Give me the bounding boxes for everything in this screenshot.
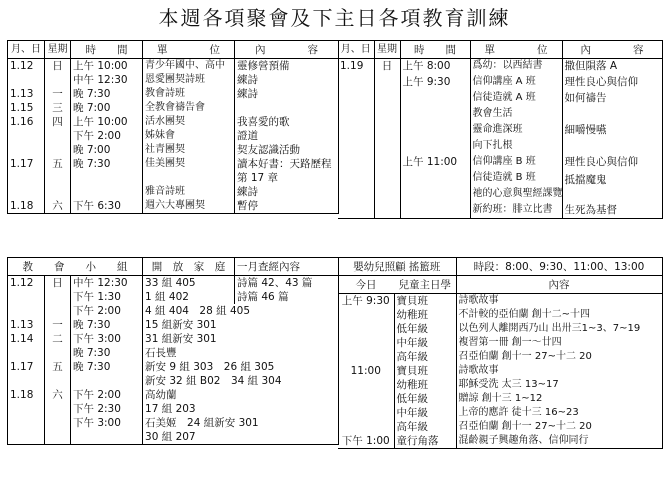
- groups-body: [8, 276, 339, 445]
- content-cell: 練詩: [235, 185, 339, 199]
- table-row: [338, 107, 662, 123]
- table-row: [8, 115, 339, 129]
- header-weekday: 星期: [45, 41, 71, 59]
- place-cell: 新安 32 組 B02 34 組 304: [143, 374, 339, 388]
- time-cell: 晚 7:00: [71, 101, 143, 115]
- table-row: [8, 59, 339, 74]
- date-cell: [338, 123, 374, 139]
- content-cell: 詩歌故事: [456, 364, 662, 378]
- table-row: [338, 123, 662, 139]
- unit-cell: 信仰講座 B 班: [470, 155, 562, 171]
- date-cell: 1.19: [340, 60, 364, 72]
- weekday-cell: [45, 143, 71, 157]
- meetings-body: [8, 59, 339, 214]
- time-cell: 下午 2:00: [71, 129, 143, 143]
- content-cell: 生死為基督: [562, 203, 662, 219]
- date-cell: [8, 402, 45, 416]
- time-cell: 上午 8:00: [400, 59, 470, 75]
- time-cell: 上午 10:00: [71, 59, 143, 74]
- time-cell: 晚 7:30: [71, 360, 143, 374]
- unit-cell: 姊妹會: [143, 129, 235, 143]
- weekday-cell: 三: [45, 101, 71, 115]
- header-content: 內 容: [235, 41, 339, 59]
- date-cell: 1.17: [8, 360, 45, 374]
- weekday-cell: [45, 185, 71, 199]
- weekday-cell: [374, 187, 400, 203]
- weekday-cell: [45, 346, 71, 360]
- weekday-cell: [45, 290, 71, 304]
- content-cell: 我喜愛的歌: [235, 115, 339, 129]
- groups-header-row: [8, 258, 339, 276]
- content-cell: [235, 101, 339, 115]
- class-cell: 寶貝班: [394, 294, 456, 309]
- date-cell: [338, 107, 374, 123]
- unit-cell: 向下扎根: [470, 139, 562, 155]
- class-cell: 幼稚班: [394, 308, 456, 322]
- place-cell: 1 組 402: [143, 290, 235, 304]
- kids-header-today: 今日: [338, 276, 394, 294]
- weekday-cell: [374, 123, 400, 139]
- table-row: [338, 139, 662, 155]
- unit-cell: 信徒造就 B 班: [470, 171, 562, 187]
- content-cell: 耶穌受洗 太三 13~17: [456, 378, 662, 392]
- time-cell: [71, 185, 143, 199]
- time-cell: 晚 7:30: [71, 318, 143, 332]
- time-cell: 下午 1:30: [71, 290, 143, 304]
- weekday-cell: 五: [45, 360, 71, 374]
- date-cell: [8, 185, 45, 199]
- date-cell: 1.17: [8, 157, 45, 185]
- unit-cell: 信仰講座 A 班: [470, 75, 562, 91]
- content-cell: 細嚼慢嚥: [562, 123, 662, 139]
- time-cell: [71, 374, 143, 388]
- bible-passage-2: 詩篇 46 篇: [235, 290, 339, 304]
- date-cell: [8, 430, 45, 445]
- class-cell: 低年級: [394, 392, 456, 406]
- time-cell: 11:00: [350, 365, 381, 377]
- date-cell: [338, 203, 374, 219]
- class-cell: 低年級: [394, 322, 456, 336]
- class-cell: 童行角落: [394, 434, 456, 449]
- date-cell: [8, 374, 45, 388]
- table-row: [338, 155, 662, 171]
- kids-body: [338, 294, 662, 449]
- weekday-cell: [45, 304, 71, 318]
- groups-header-mid: 開 放 家 庭: [143, 258, 235, 276]
- class-cell: 高年級: [394, 350, 456, 364]
- date-cell: 1.12: [8, 59, 45, 74]
- place-cell: 高幼蘭: [143, 388, 339, 402]
- time-cell: [400, 139, 470, 155]
- date-cell: 1.16: [8, 115, 45, 129]
- unit-cell: 社青團契: [143, 143, 235, 157]
- content-cell: 不計較的亞伯蘭 創十二~十四: [456, 308, 662, 322]
- content-cell: 理性良心與信仰: [562, 155, 662, 171]
- table-row: [338, 171, 662, 187]
- content-cell: 如何禱告: [562, 91, 662, 107]
- table-row: [338, 59, 662, 75]
- training-header-row: [338, 41, 662, 59]
- table-row: [8, 360, 339, 374]
- table-row: [338, 350, 662, 364]
- time-cell: 晚 7:30: [71, 87, 143, 101]
- table-row: [8, 374, 339, 388]
- date-cell: 1.18: [8, 199, 45, 214]
- content-cell: 靈修營預備: [235, 59, 339, 74]
- meetings-table: [7, 40, 339, 214]
- groups-header-left: 教 會 小 組: [8, 258, 143, 276]
- time-cell: [400, 123, 470, 139]
- schedule-sheet: [7, 40, 662, 486]
- time-cell: [400, 91, 470, 107]
- content-cell: [562, 187, 662, 203]
- time-cell: [338, 420, 394, 434]
- time-cell: [400, 187, 470, 203]
- unit-cell: 祂的心意與聖經課覽: [470, 187, 562, 203]
- bible-study-title: 一月查經內容: [237, 260, 301, 273]
- training-body: [338, 59, 662, 219]
- content-cell: 讀本好書：天路歷程第 17 章: [235, 157, 339, 185]
- meetings-header-row: [8, 41, 339, 59]
- unit-cell: 恩愛團契詩班: [143, 73, 235, 87]
- table-row: [8, 388, 339, 402]
- place-cell: 33 組 405: [143, 276, 235, 291]
- weekday-cell: [45, 430, 71, 445]
- time-cell: 上午 10:00: [71, 115, 143, 129]
- date-cell: [338, 91, 374, 107]
- table-row: [8, 416, 339, 430]
- place-cell: 新安 9 組 303 26 組 305: [143, 360, 339, 374]
- kids-header-content: 內容: [456, 276, 662, 294]
- time-cell: [338, 336, 394, 350]
- time-cell: 上午 9:30: [341, 295, 390, 307]
- table-row: [338, 406, 662, 420]
- content-cell: 練詩: [235, 73, 339, 87]
- date-cell: [8, 304, 45, 318]
- content-cell: [562, 107, 662, 123]
- time-cell: 下午 3:00: [71, 416, 143, 430]
- unit-cell: 教會生活: [470, 107, 562, 123]
- time-cell: 下午 2:30: [71, 402, 143, 416]
- unit-cell: 教會詩班: [143, 87, 235, 101]
- time-cell: [71, 430, 143, 445]
- groups-header-right: [235, 258, 339, 276]
- date-cell: [8, 143, 45, 157]
- place-cell: 石長豐: [143, 346, 339, 360]
- header-unit: 單 位: [470, 41, 562, 59]
- weekday-cell: [374, 91, 400, 107]
- kids-header-class: 兒童主日學: [394, 276, 456, 294]
- unit-cell: 信徒造就 A 班: [470, 91, 562, 107]
- date-cell: 1.15: [8, 101, 45, 115]
- table-row: [8, 101, 339, 115]
- date-cell: 1.18: [8, 388, 45, 402]
- date-cell: [8, 129, 45, 143]
- groups-table: [7, 257, 339, 445]
- nursery-times: 時段：8:00、9:30、11:00、13:00: [456, 258, 662, 276]
- time-cell: [400, 203, 470, 219]
- table-row: [338, 364, 662, 378]
- time-cell: 下午 6:30: [71, 199, 143, 214]
- date-cell: [8, 290, 45, 304]
- date-cell: [8, 73, 45, 87]
- date-cell: [338, 139, 374, 155]
- table-row: [8, 290, 339, 304]
- table-row: [8, 129, 339, 143]
- time-cell: 上午 11:00: [400, 155, 470, 171]
- date-cell: 1.13: [8, 87, 45, 101]
- table-row: [8, 143, 339, 157]
- date-cell: 1.12: [8, 276, 45, 291]
- header-unit: 單 位: [143, 41, 235, 59]
- time-cell: [338, 350, 394, 364]
- time-cell: 晚 7:00: [71, 143, 143, 157]
- place-cell: 17 組 203: [143, 402, 339, 416]
- weekday-cell: 日: [374, 59, 400, 75]
- date-cell: [338, 155, 374, 171]
- table-row: [8, 430, 339, 445]
- time-cell: [400, 171, 470, 187]
- date-cell: [338, 75, 374, 91]
- time-cell: 下午 2:00: [71, 304, 143, 318]
- time-cell: 上午 9:30: [400, 75, 470, 91]
- content-cell: 詩歌故事: [456, 294, 662, 309]
- time-cell: 下午 1:00: [338, 434, 394, 449]
- table-row: [8, 402, 339, 416]
- unit-cell: 爲幼：以西結書: [470, 59, 562, 75]
- time-cell: 下午 2:00: [71, 388, 143, 402]
- table-row: [8, 73, 339, 87]
- table-row: [8, 332, 339, 346]
- kids-header-row: [338, 276, 662, 294]
- weekday-cell: 日: [45, 276, 71, 291]
- content-cell: 撒但隕落 A: [562, 59, 662, 75]
- weekday-cell: 五: [45, 157, 71, 185]
- weekday-cell: [374, 155, 400, 171]
- weekday-cell: [374, 203, 400, 219]
- table-row: [8, 276, 339, 291]
- content-cell: 贈諒 創十三 1~12: [456, 392, 662, 406]
- weekday-cell: 一: [45, 318, 71, 332]
- time-cell: [338, 406, 394, 420]
- date-cell: 1.14: [8, 332, 45, 346]
- time-cell: [338, 322, 394, 336]
- table-row: [338, 308, 662, 322]
- place-cell: 石美姬 24 組新安 301: [143, 416, 339, 430]
- place-cell: 31 組新安 301: [143, 332, 339, 346]
- time-cell: [338, 308, 394, 322]
- content-cell: 複習第一冊 創一～廿四: [456, 336, 662, 350]
- page-title: 本週各項聚會及下主日各項教育訓練: [158, 6, 511, 30]
- date-cell: [8, 416, 45, 430]
- content-cell: 召亞伯蘭 創十一 27~十二 20: [456, 420, 662, 434]
- weekday-cell: [374, 171, 400, 187]
- time-cell: [338, 378, 394, 392]
- date-cell: [338, 171, 374, 187]
- unit-cell: 雅音詩班: [143, 185, 235, 199]
- time-cell: 晚 7:30: [71, 157, 143, 185]
- time-cell: 中午 12:30: [71, 276, 143, 291]
- place-cell: 15 組新安 301: [143, 318, 339, 332]
- time-cell: [400, 107, 470, 123]
- table-row: [338, 336, 662, 350]
- table-row: [8, 199, 339, 214]
- class-cell: 寶貝班: [394, 364, 456, 378]
- nursery-label: 嬰幼兒照顧 搖籃班: [338, 258, 456, 276]
- header-weekday: 星期: [374, 41, 400, 59]
- weekday-cell: [45, 402, 71, 416]
- content-cell: 以色列人離開西乃山 出卅三1~3、7~19: [456, 322, 662, 336]
- time-cell: [338, 392, 394, 406]
- time-cell: 下午 3:00: [71, 332, 143, 346]
- unit-cell: 活水團契: [143, 115, 235, 129]
- header-time: 時 間: [400, 41, 470, 59]
- content-cell: 上帝的應許 徒十三 16~23: [456, 406, 662, 420]
- table-row: [8, 157, 339, 185]
- weekday-cell: [45, 129, 71, 143]
- content-cell: 混齡親子興趣角落、信仰同行: [456, 434, 662, 449]
- weekday-cell: 日: [45, 59, 71, 74]
- nursery-row: [338, 258, 662, 276]
- unit-cell: 青少年國中、高中: [143, 59, 235, 74]
- weekday-cell: 四: [45, 115, 71, 129]
- table-row: [338, 294, 662, 309]
- table-row: [338, 203, 662, 219]
- place-cell: 4 組 404 28 組 405: [143, 304, 339, 318]
- table-row: [8, 185, 339, 199]
- unit-cell: 佳美團契: [143, 157, 235, 185]
- header-date: 月、日: [338, 41, 374, 59]
- bible-passage-1: 詩篇 42、43 篇: [235, 276, 339, 291]
- weekday-cell: 二: [45, 332, 71, 346]
- weekday-cell: 六: [45, 388, 71, 402]
- date-cell: [8, 346, 45, 360]
- content-cell: 抵擋魔鬼: [562, 171, 662, 187]
- header-time: 時 間: [71, 41, 143, 59]
- table-row: [338, 75, 662, 91]
- table-row: [338, 420, 662, 434]
- training-table: [338, 40, 663, 219]
- table-row: [338, 91, 662, 107]
- class-cell: 中年級: [394, 336, 456, 350]
- class-cell: 中年級: [394, 406, 456, 420]
- table-row: [8, 87, 339, 101]
- content-cell: 理性良心與信仰: [562, 75, 662, 91]
- header-content: 內 容: [562, 41, 662, 59]
- table-row: [338, 322, 662, 336]
- time-cell: 晚 7:30: [71, 346, 143, 360]
- time-cell: 中午 12:30: [71, 73, 143, 87]
- content-cell: 召亞伯蘭 創十一 27~十二 20: [456, 350, 662, 364]
- table-row: [338, 378, 662, 392]
- weekday-cell: [45, 73, 71, 87]
- place-cell: 30 組 207: [143, 430, 339, 445]
- table-row: [338, 434, 662, 449]
- class-cell: 高年級: [394, 420, 456, 434]
- weekday-cell: [45, 416, 71, 430]
- weekday-cell: [374, 107, 400, 123]
- date-cell: 1.13: [8, 318, 45, 332]
- weekday-cell: [45, 374, 71, 388]
- weekday-cell: 六: [45, 199, 71, 214]
- unit-cell: 新約班：腓立比書: [470, 203, 562, 219]
- table-row: [8, 304, 339, 318]
- date-cell: [338, 187, 374, 203]
- table-row: [338, 392, 662, 406]
- table-row: [8, 318, 339, 332]
- table-row: [8, 346, 339, 360]
- kids-table: [338, 257, 663, 449]
- unit-cell: 全教會禱告會: [143, 101, 235, 115]
- class-cell: 幼稚班: [394, 378, 456, 392]
- header-date: 月、日: [8, 41, 45, 59]
- unit-cell: 靈命進深班: [470, 123, 562, 139]
- weekday-cell: 一: [45, 87, 71, 101]
- content-cell: [562, 139, 662, 155]
- content-cell: 契友認識活動: [235, 143, 339, 157]
- content-cell: 證道: [235, 129, 339, 143]
- unit-cell: 週六大專團契: [143, 199, 235, 214]
- weekday-cell: [374, 139, 400, 155]
- content-cell: 練詩: [235, 87, 339, 101]
- table-row: [338, 187, 662, 203]
- content-cell: 暫停: [235, 199, 339, 214]
- weekday-cell: [374, 75, 400, 91]
